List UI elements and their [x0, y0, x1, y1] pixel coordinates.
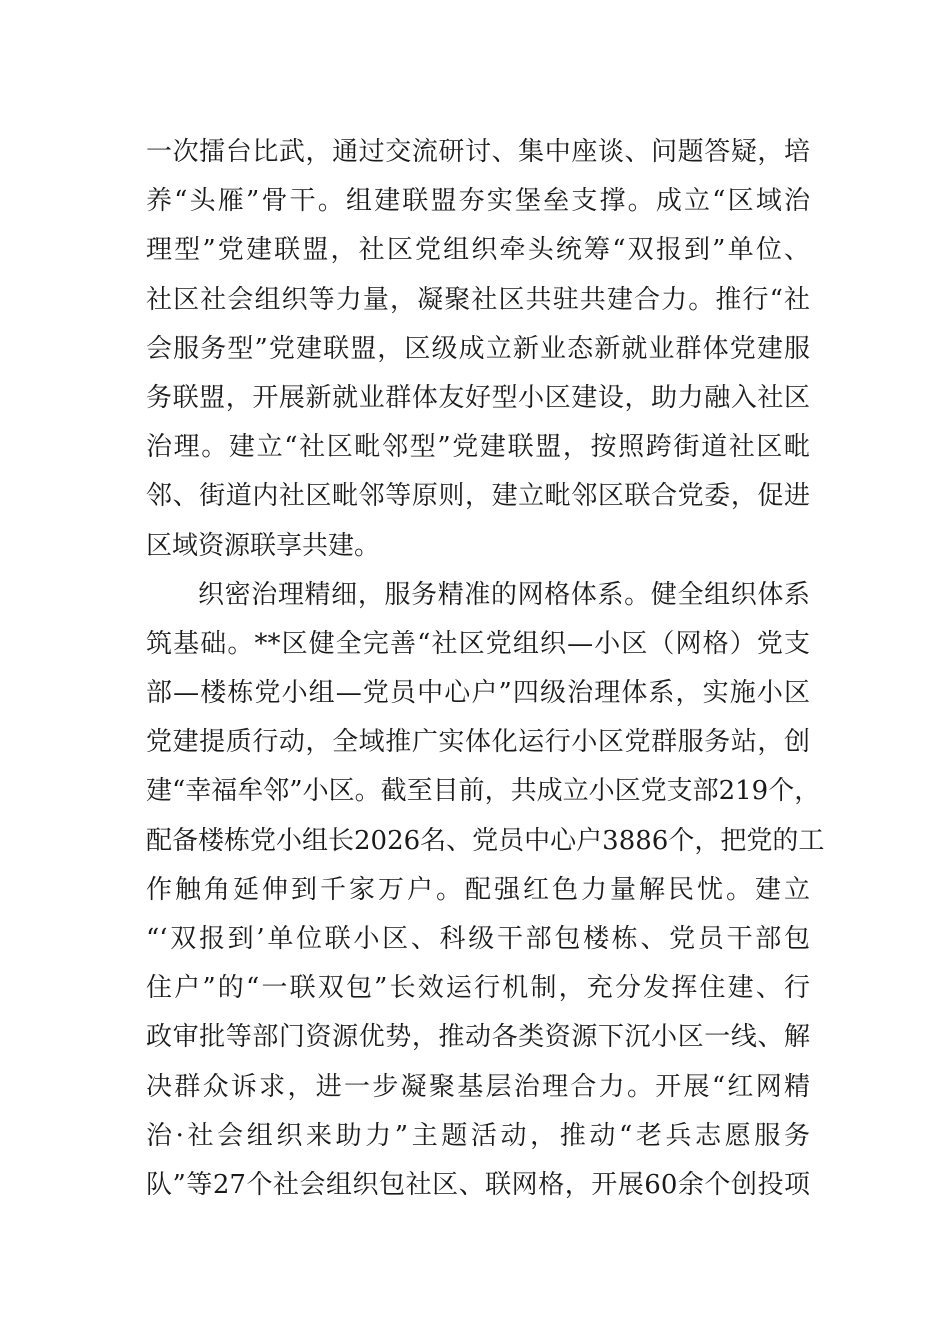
- paragraph-line: 政审批等部门资源优势，推动各类资源下沉小区一线、解: [146, 1022, 810, 1053]
- paragraph-line: 配备楼栋党小组长2026名、党员中心户3886个，把党的工: [146, 825, 825, 856]
- paragraph-line: 务联盟，开展新就业群体友好型小区建设，助力融入社区: [146, 382, 810, 413]
- paragraph-line: 邻、街道内社区毗邻等原则，建立毗邻区联合党委，促进: [146, 481, 810, 512]
- paragraph-line: 会服务型”党建联盟，区级成立新业态新就业群体党建服: [146, 333, 810, 364]
- paragraph-line: 作触角延伸到千家万户。配强红色力量解民忧。建立: [146, 874, 810, 905]
- document-body: [146, 128, 825, 1210]
- paragraph-line: 织密治理精细，服务精准的网格体系。健全组织体系: [198, 579, 810, 610]
- paragraph-line: 部—楼栋党小组—党员中心户”四级治理体系，实施小区: [146, 678, 810, 709]
- paragraph-line: 治理。建立“社区毗邻型”党建联盟，按照跨街道社区毗: [146, 432, 810, 463]
- paragraph-line: 社区社会组织等力量，凝聚社区共驻共建合力。推行“社: [146, 284, 810, 315]
- paragraph-line: 区域资源联享共建。: [146, 530, 381, 561]
- paragraph-line: 建“幸福牟邻”小区。截至目前，共成立小区党支部219个，: [146, 776, 821, 807]
- paragraph-line: 筑基础。**区健全完善“社区党组织—小区（网格）党支: [146, 628, 810, 659]
- paragraph-line: 养“头雁”骨干。组建联盟夯实堡垒支撑。成立“区域治: [146, 186, 810, 217]
- paragraph-line: 决群众诉求，进一步凝聚基层治理合力。开展“红网精: [146, 1071, 810, 1102]
- paragraph-line: “‘双报到’单位联小区、科级干部包楼栋、党员干部包: [146, 924, 810, 954]
- paragraph-line: 党建提质行动，全域推广实体化运行小区党群服务站，创: [146, 727, 810, 758]
- paragraph-line: 一次擂台比武，通过交流研讨、集中座谈、问题答疑，培: [146, 137, 810, 167]
- paragraph-line: 理型”党建联盟，社区党组织牵头统筹“双报到”单位、: [146, 235, 810, 266]
- paragraph-line: 治·社会组织来助力”主题活动，推动“老兵志愿服务: [146, 1120, 810, 1151]
- paragraph-line: 住户”的“一联双包”长效运行机制，充分发挥住建、行: [146, 973, 810, 1004]
- paragraph-line: 队”等27个社会组织包社区、联网格，开展60余个创投项: [146, 1169, 810, 1200]
